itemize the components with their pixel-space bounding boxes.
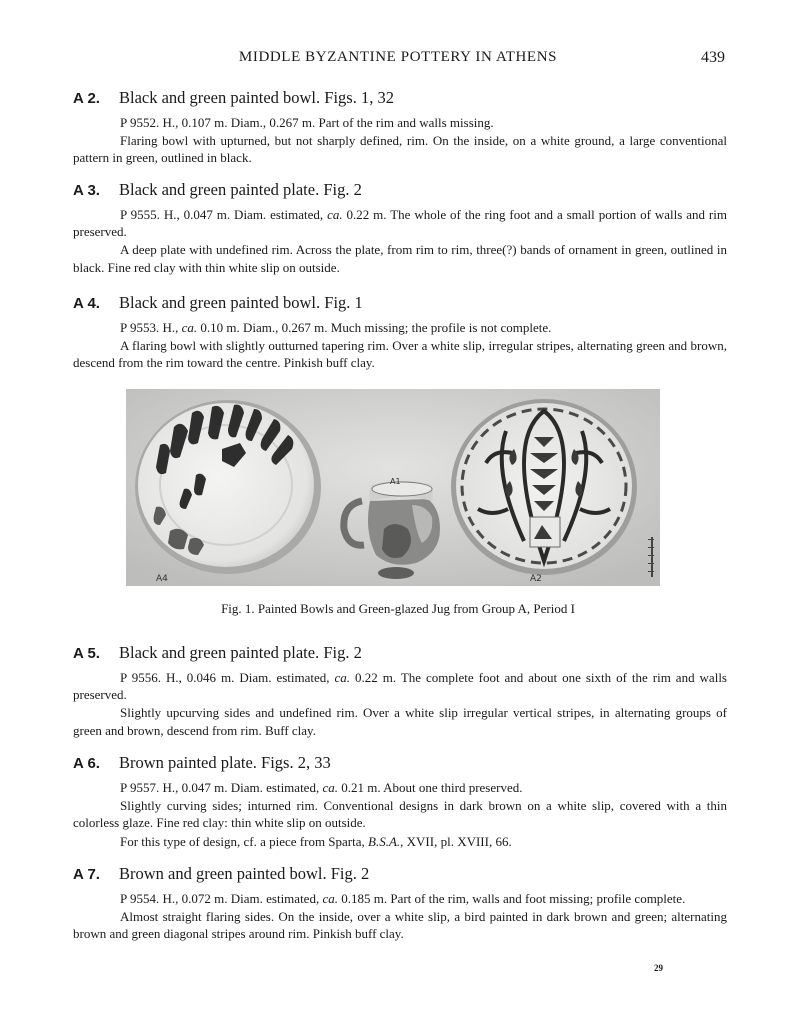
catalog-entry-a5 xyxy=(73,643,727,740)
entry-id: A 3. xyxy=(73,182,100,199)
signature-mark: 29 xyxy=(654,963,663,973)
entry-title: Brown and green painted bowl. Fig. 2 xyxy=(119,864,370,883)
entry-data-paragraph: P 9554. H., 0.072 m. Diam. estimated, ca. 0.185 m. Part of the rim, walls and foot missing; profile complete. xyxy=(120,891,686,906)
entry-data-paragraph: P 9552. H., 0.107 m. Diam., 0.267 m. Part of the rim and walls missing. xyxy=(120,115,494,130)
entry-title: Black and green painted bowl. Fig. 1 xyxy=(119,293,363,312)
figure-label-a1: A1 xyxy=(390,477,401,486)
figure-label-a4: A4 xyxy=(156,574,168,584)
entry-id: A 2. xyxy=(73,90,100,107)
entry-title: Brown painted plate. Figs. 2, 33 xyxy=(119,753,331,772)
entry-data-paragraph: P 9555. H., 0.047 m. Diam. estimated, ca. 0.22 m. The whole of the ring foot and a small portion of walls and rim preserved. xyxy=(73,207,727,240)
catalog-entry-a3 xyxy=(73,180,727,277)
figure-photo-bowls-and-jug xyxy=(126,389,660,586)
figure-caption: Fig. 1. Painted Bowls and Green-glazed Jug from Group A, Period I xyxy=(221,601,575,616)
entry-reference-paragraph: For this type of design, cf. a piece from Sparta, B.S.A., XVII, pl. XVIII, 66. xyxy=(120,833,512,849)
bowl-a4 xyxy=(135,400,321,574)
page-header xyxy=(0,49,796,71)
entry-title: Black and green painted bowl. Figs. 1, 32 xyxy=(119,88,394,107)
entry-data-paragraph: P 9556. H., 0.046 m. Diam. estimated, ca. 0.22 m. The complete foot and about one sixth of the rim and walls preserved. xyxy=(73,670,727,703)
entry-data-paragraph: P 9557. H., 0.047 m. Diam. estimated, ca. 0.21 m. About one third preserved. xyxy=(120,780,523,795)
entry-description-paragraph: Slightly upcurving sides and undefined rim. Over a white slip irregular vertical stripes, in alternating groups of green and brown, descend from rim. Buff clay. xyxy=(73,705,727,738)
entry-title: Black and green painted plate. Fig. 2 xyxy=(119,643,362,662)
entry-description-paragraph: Slightly curving sides; inturned rim. Conventional designs in dark brown on a white slip, covered with a thin colorless glaze. Fine red clay: thin white slip on outside. xyxy=(73,798,727,831)
entry-id: A 7. xyxy=(73,866,100,883)
entry-id: A 6. xyxy=(73,755,100,772)
catalog-entry-a6 xyxy=(73,753,727,851)
entry-data-paragraph: P 9553. H., ca. 0.10 m. Diam., 0.267 m. Much missing; the profile is not complete. xyxy=(120,320,552,335)
figure-photo-drawing xyxy=(126,389,660,586)
entry-description-paragraph: A deep plate with undefined rim. Across the plate, from rim to rim, three(?) bands of ornament in green, outlined in black. Fine red clay with thin white slip on outside. xyxy=(73,242,727,275)
figure-label-a2: A2 xyxy=(530,574,542,584)
entry-id: A 4. xyxy=(73,295,100,312)
running-title: MIDDLE BYZANTINE POTTERY IN ATHENS xyxy=(238,49,558,65)
catalog-entry-a7 xyxy=(73,864,727,944)
entry-id: A 5. xyxy=(73,645,100,662)
page-number: 439 xyxy=(701,49,725,66)
catalog-entry-a4 xyxy=(73,293,727,373)
entry-description-paragraph: Flaring bowl with upturned, but not sharply defined, rim. On the inside, on a white ground, a large conventional pattern in green, outlined in black. xyxy=(73,133,727,166)
catalog-entry-a2 xyxy=(73,88,727,168)
entry-description-paragraph: A flaring bowl with slightly outturned tapering rim. Over a white slip, irregular stripes, alternating green and brown, descend from the rim toward the centre. Pinkish buff clay. xyxy=(73,338,727,371)
entry-description-paragraph: Almost straight flaring sides. On the inside, over a white slip, a bird painted in dark brown and green; alternating brown and green diagonal stripes around rim. Pinkish buff clay. xyxy=(73,909,727,942)
bowl-a2 xyxy=(451,399,637,575)
entry-title: Black and green painted plate. Fig. 2 xyxy=(119,180,362,199)
